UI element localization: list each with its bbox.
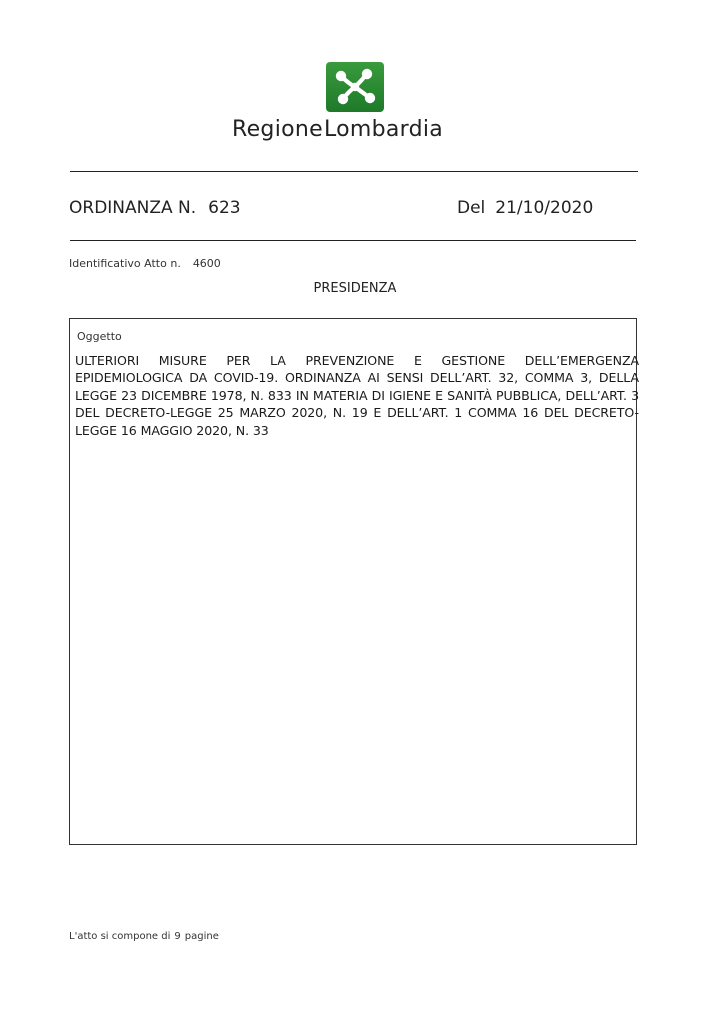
page-count-prefix: L'atto si compone di xyxy=(69,931,171,942)
logo-mark xyxy=(326,62,384,112)
date-label: Del xyxy=(457,198,486,218)
ordinance-date-block xyxy=(457,198,593,218)
act-identifier-label: Identificativo Atto n. xyxy=(69,257,181,270)
ordinance-number: 623 xyxy=(208,198,241,218)
issuing-office: PRESIDENZA xyxy=(313,281,397,296)
brand-part-regione: Regione xyxy=(232,117,323,142)
subject-label: Oggetto xyxy=(77,330,122,343)
brand-part-lombardia: Lombardia xyxy=(323,117,444,142)
brand-wordmark xyxy=(232,117,492,142)
subject-box xyxy=(69,318,637,845)
subject-text: ULTERIORI MISURE PER LA PREVENZIONE E GESTIONE DELL’EMERGENZA EPIDEMIOLOGICA DA COVID-19. ORDINANZA AI SENSI DELL’ART. 32, COMMA 3, DELLA LEGGE 23 DICEMBRE 1978, N. 833 IN MATERIA DI IGIENE E SANITÀ PUBBLICA, DELL’ART. 3 DEL DECRETO-LEGGE 25 MARZO 2020, N. 19 E DELL’ART. 1 COMMA 16 DEL DECRETO-LEGGE 16 MAGGIO 2020, N. 33 xyxy=(75,353,639,438)
act-identifier xyxy=(69,257,221,270)
ordinance-label: ORDINANZA N. xyxy=(69,198,197,218)
regione-lombardia-rosa-camuna-icon xyxy=(326,62,384,112)
page-count-suffix: pagine xyxy=(184,931,219,942)
page-count-note xyxy=(69,931,219,942)
top-divider xyxy=(70,171,638,172)
ordinance-date: 21/10/2020 xyxy=(495,198,594,218)
bottom-divider xyxy=(70,240,636,241)
page-count-value: 9 xyxy=(174,931,181,942)
act-identifier-value: 4600 xyxy=(192,257,221,270)
ordinance-number-block xyxy=(69,198,241,218)
